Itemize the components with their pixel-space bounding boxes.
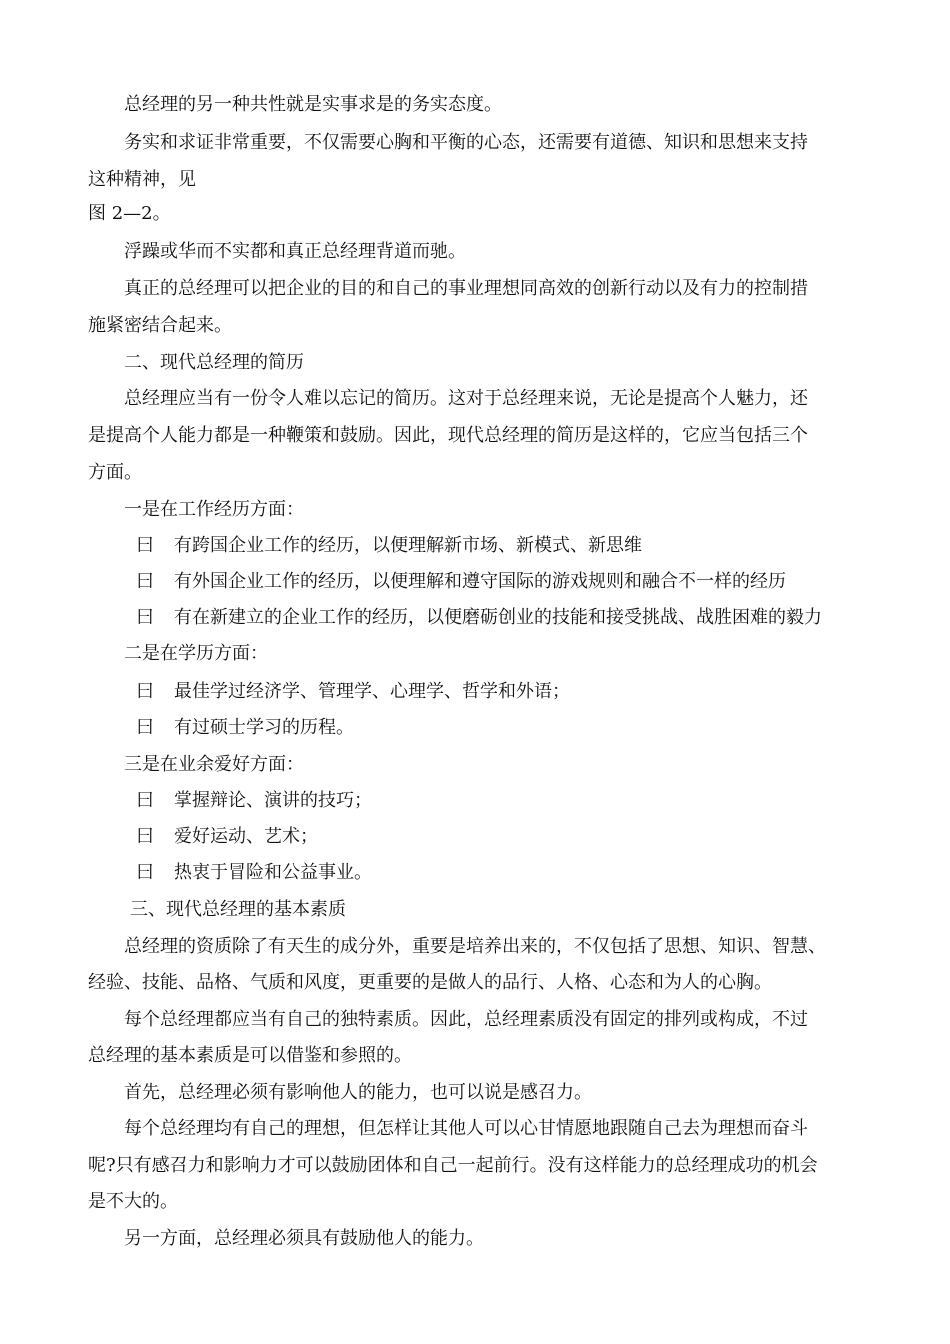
paragraph-line: 总经理的基本素质是可以借鉴和参照的。 [88, 1045, 412, 1066]
paragraph-line: 是不大的。 [88, 1191, 178, 1212]
list-item [136, 680, 570, 704]
bullet-icon: 曰 [136, 790, 154, 811]
list-item-text: 最佳学过经济学、管理学、心理学、哲学和外语； [174, 681, 570, 702]
bullet-icon: 曰 [136, 717, 154, 738]
list-item [136, 570, 786, 594]
list-item [136, 606, 822, 630]
paragraph-line: 每个总经理均有自己的理想，但怎样让其他人可以心甘情愿地跟随自己去为理想而奋斗 [124, 1118, 808, 1139]
list-item [136, 789, 372, 813]
paragraph-line: 这种精神，见 [88, 169, 196, 190]
subsection-heading: 二是在学历方面： [124, 643, 268, 664]
paragraph-line: 总经理的资质除了有天生的成分外，重要是培养出来的，不仅包括了思想、知识、智慧、 [124, 936, 826, 957]
bullet-icon: 曰 [136, 826, 154, 847]
paragraph-line: 施紧密结合起来。 [88, 315, 232, 336]
paragraph-line: 首先，总经理必须有影响他人的能力，也可以说是感召力。 [124, 1082, 592, 1103]
paragraph-line: 另一方面，总经理必须具有鼓励他人的能力。 [124, 1228, 484, 1249]
list-item [136, 534, 642, 558]
list-item-text: 有在新建立的企业工作的经历，以便磨砺创业的技能和接受挑战、战胜困难的毅力 [174, 607, 822, 628]
paragraph-line: 总经理应当有一份令人难以忘记的简历。这对于总经理来说，无论是提高个人魅力，还 [124, 388, 808, 409]
list-item-text: 热衷于冒险和公益事业。 [174, 862, 372, 883]
paragraph-line: 经验、技能、品格、气质和风度，更重要的是做人的品行、人格、心态和为人的心胸。 [88, 972, 772, 993]
paragraph-line: 是提高个人能力都是一种鞭策和鼓励。因此，现代总经理的简历是这样的，它应当包括三个 [88, 425, 808, 446]
subsection-heading: 三是在业余爱好方面： [124, 754, 304, 775]
paragraph-line: 每个总经理都应当有自己的独特素质。因此，总经理素质没有固定的排列或构成，不过 [124, 1009, 808, 1030]
subsection-heading: 一是在工作经历方面： [124, 499, 304, 520]
section-heading: 二、现代总经理的简历 [124, 352, 304, 373]
list-item [136, 825, 318, 849]
list-item-text: 有跨国企业工作的经历，以便理解新市场、新模式、新思维 [174, 535, 642, 556]
list-item-text: 掌握辩论、演讲的技巧； [174, 790, 372, 811]
paragraph-line: 浮躁或华而不实都和真正总经理背道而驰。 [124, 241, 466, 262]
paragraph-line: 呢?只有感召力和影响力才可以鼓励团体和自己一起前行。没有这样能力的总经理成功的机会 [88, 1155, 818, 1176]
bullet-icon: 曰 [136, 571, 154, 592]
section-heading: 三、现代总经理的基本素质 [130, 899, 346, 920]
list-item-text: 有过硕士学习的历程。 [174, 717, 354, 738]
paragraph-line: 总经理的另一种共性就是实事求是的务实态度。 [124, 94, 502, 115]
paragraph-line: 图 2—2。 [88, 203, 171, 224]
bullet-icon: 曰 [136, 607, 154, 628]
bullet-icon: 曰 [136, 681, 154, 702]
list-item-text: 有外国企业工作的经历，以便理解和遵守国际的游戏规则和融合不一样的经历 [174, 571, 786, 592]
list-item [136, 861, 372, 885]
list-item [136, 716, 354, 740]
bullet-icon: 曰 [136, 862, 154, 883]
paragraph-line: 方面。 [88, 462, 142, 483]
list-item-text: 爱好运动、艺术； [174, 826, 318, 847]
paragraph-line: 真正的总经理可以把企业的目的和自己的事业理想同高效的创新行动以及有力的控制措 [124, 278, 808, 299]
paragraph-line: 务实和求证非常重要，不仅需要心胸和平衡的心态，还需要有道德、知识和思想来支持 [124, 132, 808, 153]
bullet-icon: 曰 [136, 535, 154, 556]
